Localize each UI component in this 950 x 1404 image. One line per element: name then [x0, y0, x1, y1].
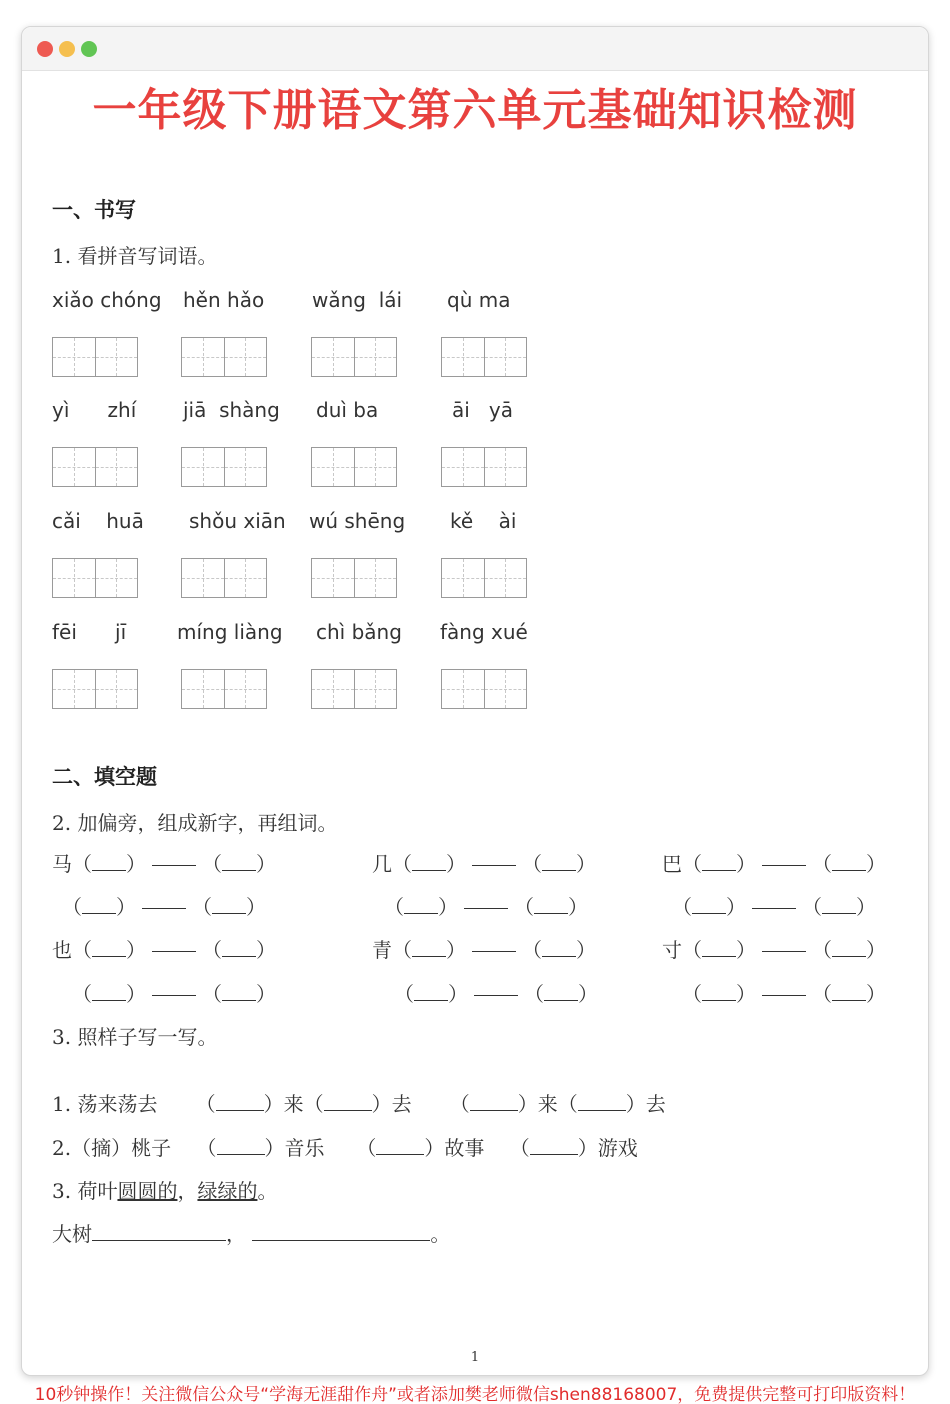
example-line-1: 1. 荡来荡去 （ ）来（ ）去 （ ）来（ ）去 — [52, 1092, 666, 1116]
footer-promo-text: 10秒钟操作！关注微信公众号“学海无涯甜作舟”或者添加樊老师微信shen88168007，免费提供完整可打印版资料！ — [34, 1385, 916, 1404]
pinyin: cǎi huā — [52, 509, 144, 533]
pinyin: wǎng lái — [312, 288, 403, 312]
radical-row: 也（ ） （ ） — [52, 938, 276, 962]
base-char: 几 — [372, 852, 392, 876]
radical-row: 青（ ） （ ） — [372, 938, 596, 962]
pinyin: jiā shàng — [183, 398, 280, 422]
pinyin: kě ài — [450, 509, 517, 533]
radical-row: （ ） （ ） — [384, 895, 588, 919]
radical-row: 几（ ） （ ） — [372, 852, 596, 876]
base-char: 巴 — [662, 852, 682, 876]
pinyin: fàng xué — [440, 620, 528, 644]
example-line-3: 3. 荷叶圆圆的，绿绿的。 — [52, 1179, 278, 1203]
writing-grid[interactable] — [441, 558, 527, 598]
example-line-2: 2.（摘）桃子 （ ）音乐 （ ）故事 （ ）游戏 — [52, 1136, 638, 1160]
radical-row: 巴（ ） （ ） — [662, 852, 886, 876]
pinyin: shǒu xiān — [189, 509, 286, 533]
writing-grid[interactable] — [311, 337, 397, 377]
writing-grid[interactable] — [52, 669, 138, 709]
writing-grid[interactable] — [181, 558, 267, 598]
page-title: 一年级下册语文第六单元基础知识检测 — [92, 85, 858, 136]
pinyin: xiǎo chóng — [52, 288, 162, 312]
question-3: 3. 照样子写一写。 — [52, 1025, 218, 1049]
writing-grid[interactable] — [441, 337, 527, 377]
section-heading-fill-blank: 二、填空题 — [52, 764, 157, 789]
radical-row: 马（ ） （ ） — [52, 852, 276, 876]
writing-grid[interactable] — [52, 337, 138, 377]
writing-grid[interactable] — [441, 447, 527, 487]
pinyin: hěn hǎo — [183, 288, 265, 312]
example-line-4: 大树 ， 。 — [52, 1222, 451, 1246]
writing-grid[interactable] — [181, 447, 267, 487]
writing-grid[interactable] — [52, 558, 138, 598]
close-window-button[interactable] — [37, 41, 53, 57]
base-char: 寸 — [662, 938, 682, 962]
writing-grid[interactable] — [52, 447, 138, 487]
pinyin: fēi jī — [52, 620, 127, 644]
radical-row: （ ） （ ） — [672, 895, 876, 919]
question-1: 1. 看拼音写词语。 — [52, 244, 218, 268]
writing-grid[interactable] — [441, 669, 527, 709]
base-char: 马 — [52, 852, 72, 876]
pinyin: wú shēng — [309, 509, 406, 533]
writing-grid[interactable] — [311, 558, 397, 598]
question-2: 2. 加偏旁，组成新字，再组词。 — [52, 811, 338, 835]
base-char: 青 — [372, 938, 392, 962]
writing-grid[interactable] — [181, 337, 267, 377]
pinyin: chì bǎng — [316, 620, 402, 644]
window-titlebar — [22, 27, 928, 71]
pinyin: míng liàng — [177, 620, 283, 644]
minimize-window-button[interactable] — [59, 41, 75, 57]
section-heading-writing: 一、书写 — [52, 197, 136, 222]
writing-grid[interactable] — [181, 669, 267, 709]
page-number: 1 — [470, 1350, 480, 1365]
radical-row: （ ） （ ） — [72, 982, 276, 1006]
radical-row: 寸（ ） （ ） — [662, 938, 886, 962]
base-char: 也 — [52, 938, 72, 962]
writing-grid[interactable] — [311, 447, 397, 487]
pinyin: yì zhí — [52, 398, 137, 422]
pinyin: āi yā — [452, 398, 513, 422]
maximize-window-button[interactable] — [81, 41, 97, 57]
radical-row: （ ） （ ） — [394, 982, 598, 1006]
radical-row: （ ） （ ） — [62, 895, 266, 919]
pinyin: duì ba — [316, 398, 379, 422]
writing-grid[interactable] — [311, 669, 397, 709]
pinyin: qù ma — [447, 288, 511, 312]
radical-row: （ ） （ ） — [682, 982, 886, 1006]
